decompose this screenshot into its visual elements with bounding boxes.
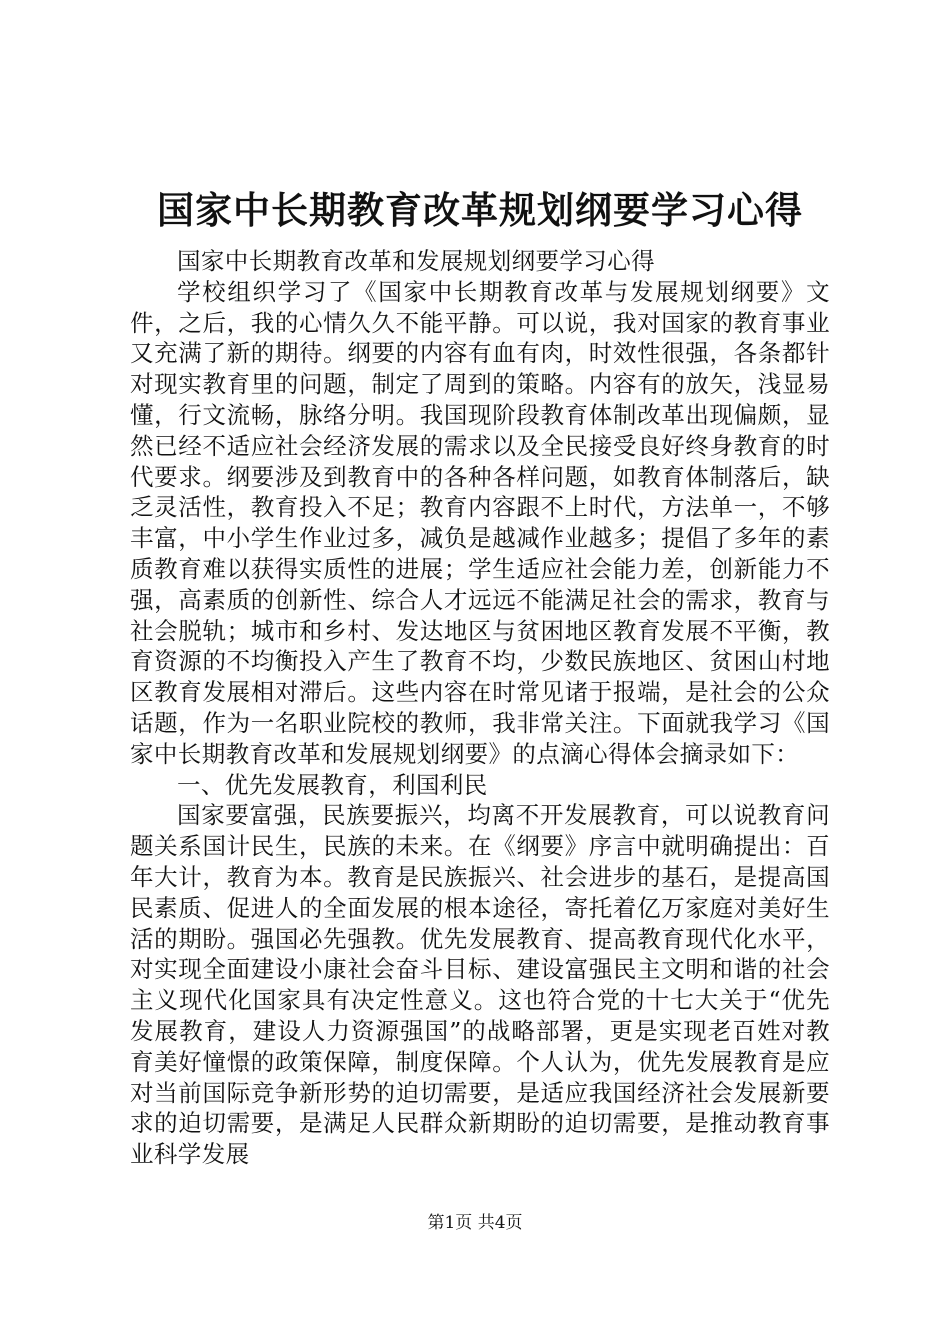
document-title: 国家中长期教育改革规划纲要学习心得 <box>157 188 803 232</box>
page-footer: 第1页 共4页 <box>427 1213 523 1233</box>
document-page <box>130 180 830 1170</box>
section-heading: 一、优先发展教育，利国利民 <box>177 770 488 799</box>
document-subtitle: 国家中长期教育改革和发展规划纲要学习心得 <box>177 247 655 275</box>
body-paragraph: 学校组织学习了《国家中长期教育改革与发展规划纲要》文件，之后，我的心情久久不能平静。可以说，我对国家的教育事业又充满了新的期待。纲要的内容有血有肉，时效性很强，各条都针对现实教育里的问题，制定了周到的策略。内容有的放矢，浅显易懂，行文流畅，脉络分明。我国现阶段教育体制改革出现偏颇，显然已经不适应社会经济发展的需求以及全民接受良好终身教育的时代要求。纲要涉及到教育中的各种各样问题，如教育体制落后，缺乏灵活性，教育投入不足；教育内容跟不上时代，方法单一，不够丰富，中小学生作业过多，减负是越减作业越多；提倡了多年的素质教育难以获得实质性的进展；学生适应社会能力差，创新能力不强，高素质的创新性、综合人才远远不能满足社会的需求，教育与社会脱轨；城市和乡村、发达地区与贫困地区教育发展不平衡，教育资源的不均衡投入产生了教育不均，少数民族地区、贫困山村地区教育发展相对滞后。这些内容在时常见诸于报端，是社会的公众话题，作为一名职业院校的教师，我非常关注。下面就我学习《国家中长期教育改革和发展规划纲要》的点滴心得体会摘录如下： <box>130 277 830 768</box>
body-paragraph: 国家要富强，民族要振兴，均离不开发展教育，可以说教育问题关系国计民生，民族的未来。在《纲要》序言中就明确提出：百年大计，教育为本。教育是民族振兴、社会进步的基石，是提高国民素质、促进人的全面发展的根本途径，寄托着亿万家庭对美好生活的期盼。强国必先强教。优先发展教育、提高教育现代化水平，对实现全面建设小康社会奋斗目标、建设富强民主文明和谐的社会主义现代化国家具有决定性意义。这也符合党的十七大关于“优先发展教育，建设人力资源强国”的战略部署，更是实现老百姓对教育美好憧憬的政策保障，制度保障。个人认为，优先发展教育是应对当前国际竞争新形势的迫切需要，是适应我国经济社会发展新要求的迫切需要，是满足人民群众新期盼的迫切需要，是推动教育事业科学发展 <box>130 801 830 1169</box>
